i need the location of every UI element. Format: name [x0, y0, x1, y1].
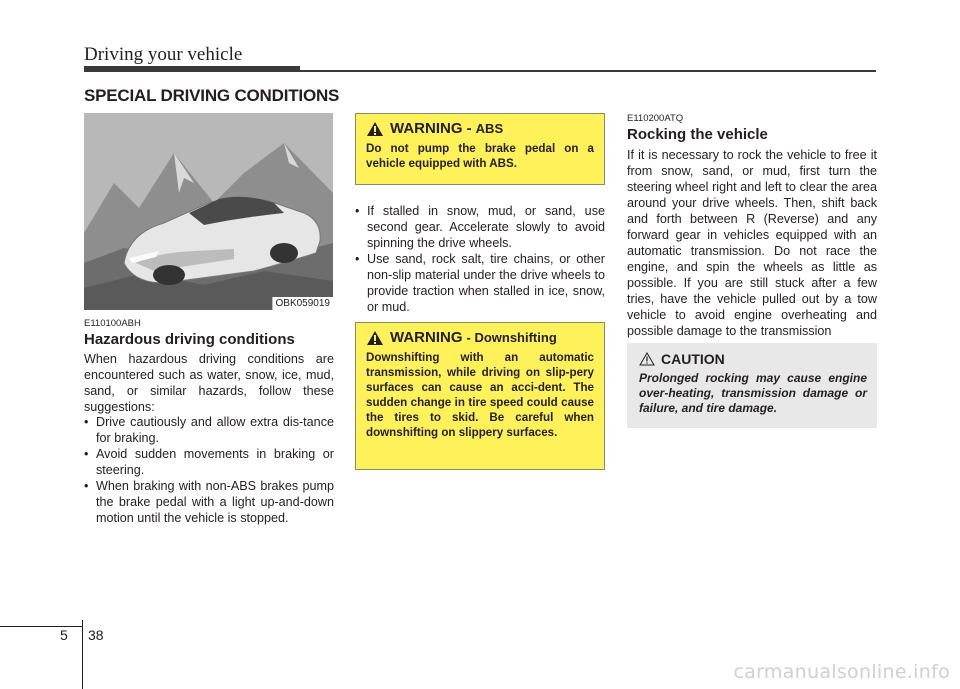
- watermark: carmanualsonline.info: [733, 661, 950, 683]
- warning-box-abs: [355, 113, 605, 185]
- warning-triangle-icon: [366, 330, 384, 346]
- caution-title: CAUTION: [661, 351, 725, 367]
- caution-box: [627, 343, 877, 428]
- section-code: E110100ABH: [84, 318, 141, 329]
- intro-paragraph: When hazardous driving conditions are encountered such as water, snow, ice, mud, sand, or similar hazards, follow these suggestions:: [84, 352, 334, 414]
- warning-subtitle: ABS: [475, 121, 504, 136]
- stall-bullet-list: [355, 203, 605, 315]
- car-in-mud-image: [84, 113, 333, 310]
- section-title: SPECIAL DRIVING CONDITIONS: [84, 86, 340, 105]
- list-item: • When braking with non-ABS brakes pump the brake pedal with a light up-and-down motion until the vehicle is stopped.: [84, 479, 334, 525]
- warning-triangle-icon: [366, 121, 384, 137]
- list-item: • Use sand, rock salt, tire chains, or other non-slip material under the drive wheels to provide traction when stalled in ice, snow, or mud.: [355, 252, 605, 314]
- subsection-heading: Hazardous driving conditions: [84, 331, 295, 348]
- hazard-bullet-list: [84, 414, 334, 526]
- caution-body: Prolonged rocking may cause engine over-heating, transmission damage or failure, and tire damage.: [639, 371, 867, 415]
- header-rule-thick: [84, 66, 300, 72]
- car-illustration: [84, 113, 333, 310]
- footer-divider: [82, 620, 83, 689]
- warning-body: Downshifting with an automatic transmission, while driving on slip-pery surfaces can cause an acci-dent. The sudden change in tire speed could cause the tires to skid. Be careful when downshifting on slippery surfaces.: [366, 351, 594, 439]
- warning-box-downshifting: [355, 322, 605, 470]
- subsection-heading: Rocking the vehicle: [627, 126, 768, 143]
- illustration-caption: OBK059019: [272, 297, 334, 310]
- list-item: • Avoid sudden movements in braking or steering.: [84, 447, 334, 477]
- warning-body: Do not pump the brake pedal on a vehicle equipped with ABS.: [366, 142, 594, 170]
- list-item: • Drive cautiously and allow extra dis-tance for braking.: [84, 415, 334, 445]
- chapter-number: 5: [60, 627, 68, 643]
- caution-triangle-icon: [639, 352, 655, 366]
- warning-title: WARNING -: [390, 120, 472, 137]
- footer-rule: [0, 626, 82, 627]
- rocking-paragraph: If it is necessary to rock the vehicle to free it from snow, sand, or mud, first turn the steering wheel right and left to clear the area around your drive wheels. Then, shift back and forth between R (Reverse) and any forward gear in vehicles equipped with an automatic transmission. Do not race the engine, and spin the wheels as little as possible. If you are still stuck after a few tries, have the vehicle pulled out by a tow vehicle to avoid engine overheating and possible damage to the transmission: [627, 148, 877, 338]
- header-rule-thin: [300, 70, 876, 72]
- list-item: • If stalled in snow, mud, or sand, use second gear. Accelerate slowly to avoid spinning the drive wheels.: [355, 204, 605, 250]
- warning-title: WARNING: [390, 329, 463, 346]
- warning-subtitle: - Downshifting: [466, 330, 557, 345]
- page-number: 38: [88, 627, 104, 643]
- section-code: E110200ATQ: [627, 113, 684, 124]
- header-title: Driving your vehicle: [84, 44, 243, 65]
